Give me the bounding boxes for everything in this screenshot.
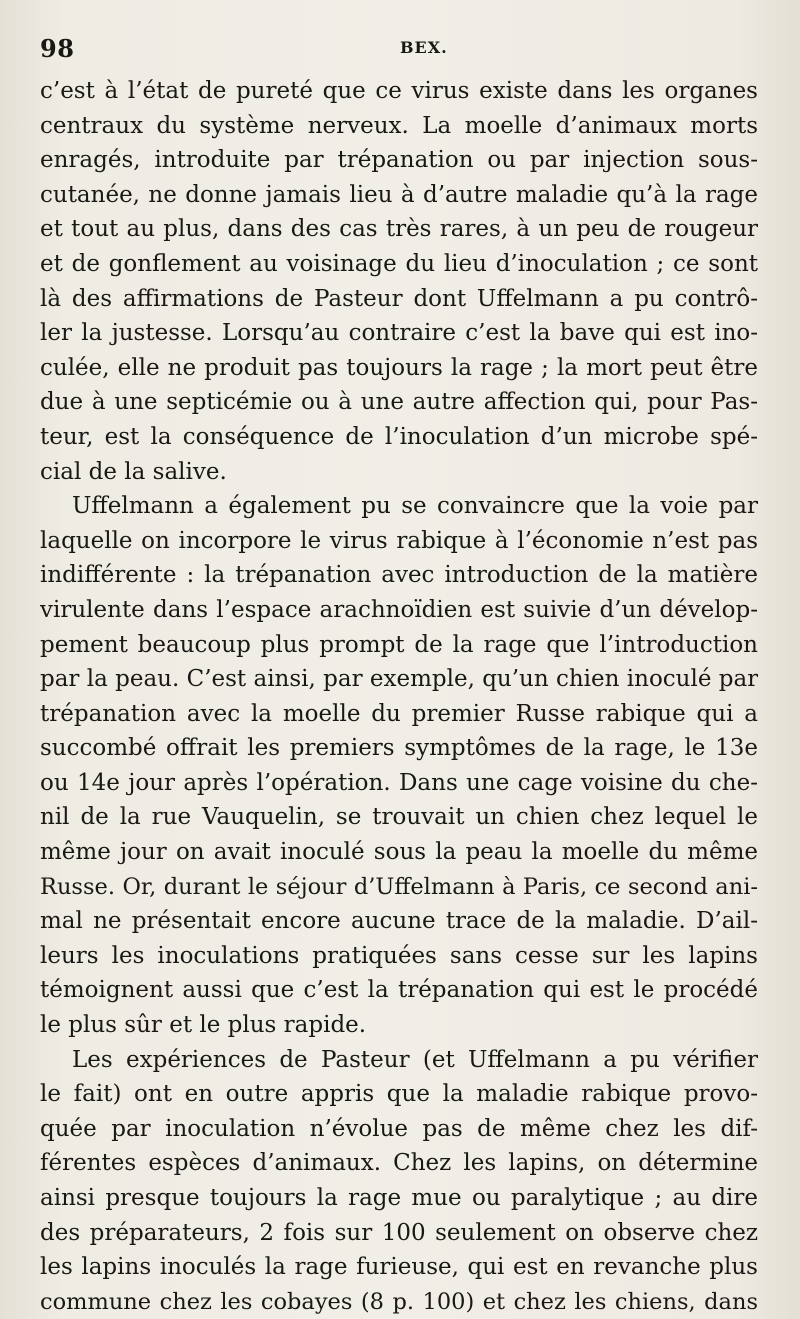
text-line: ou 14e jour après l’opération. Dans une cage voisine du che-	[40, 769, 758, 796]
text-line: et de gonflement au voisinage du lieu d’inoculation ; ce sont	[40, 250, 758, 277]
paragraph-1	[40, 74, 758, 489]
text-line: pement beaucoup plus prompt de la rage que l’introduction	[40, 631, 758, 658]
text-line: centraux du système nerveux. La moelle d’animaux morts	[40, 112, 758, 139]
text-line: et tout au plus, dans des cas très rares, à un peu de rougeur	[40, 216, 758, 243]
text-line: ler la justesse. Lorsqu’au contraire c’est la bave qui est ino-	[40, 320, 758, 347]
running-head: BEX.	[400, 38, 448, 57]
text-line: indifférente : la trépanation avec introduction de la matière	[40, 562, 758, 589]
text-line: teur, est la conséquence de l’inoculation d’un microbe spé-	[40, 423, 758, 450]
text-line: mal ne présentait encore aucune trace de la maladie. D’ail-	[40, 908, 758, 935]
text-line: virulente dans l’espace arachnoïdien est suivie d’un dévelop-	[40, 596, 758, 623]
text-line: nil de la rue Vauquelin, se trouvait un chien chez lequel le	[40, 804, 758, 831]
text-line: férentes espèces d’animaux. Chez les lapins, on détermine	[40, 1150, 758, 1177]
text-line: même jour on avait inoculé sous la peau la moelle du même	[40, 839, 758, 866]
text-line: enragés, introduite par trépanation ou par injection sous-	[40, 147, 758, 174]
text-line: quée par inoculation n’évolue pas de même chez les dif-	[40, 1115, 758, 1142]
paragraph-2	[40, 489, 758, 1043]
text-line: trépanation avec la moelle du premier Russe rabique qui a	[40, 700, 758, 727]
text-line: le plus sûr et le plus rapide.	[40, 1012, 367, 1039]
text-line: leurs les inoculations pratiquées sans cesse sur les lapins	[40, 942, 758, 969]
text-line: commune chez les cobayes (8 p. 100) et chez les chiens, dans	[40, 1288, 758, 1315]
text-line: cial de la salive.	[40, 458, 227, 485]
text-line: Russe. Or, durant le séjour d’Uffelmann à Paris, ce second ani-	[40, 873, 758, 900]
text-line: là des affirmations de Pasteur dont Uffelmann a pu contrô-	[40, 285, 758, 312]
body-text	[40, 74, 758, 1319]
page-header	[40, 30, 760, 70]
text-line: laquelle on incorpore le virus rabique à l’économie n’est pas	[40, 527, 758, 554]
text-line: c’est à l’état de pureté que ce virus existe dans les organes	[40, 78, 758, 104]
text-line: par la peau. C’est ainsi, par exemple, qu’un chien inoculé par	[40, 666, 758, 693]
page-number: 98	[40, 34, 75, 63]
text-line: culée, elle ne produit pas toujours la rage ; la mort peut être	[40, 354, 758, 381]
text-line: Les expériences de Pasteur (et Uffelmann a pu vérifier	[72, 1046, 758, 1073]
text-line: cutanée, ne donne jamais lieu à d’autre maladie qu’à la rage	[40, 181, 758, 208]
text-line: les lapins inoculés la rage furieuse, qui est en revanche plus	[40, 1254, 758, 1281]
text-line: succombé offrait les premiers symptômes de la rage, le 13e	[40, 735, 758, 762]
text-line: ainsi presque toujours la rage mue ou paralytique ; au dire	[40, 1185, 758, 1211]
text-line: due à une septicémie ou à une autre affection qui, pour Pas-	[40, 389, 758, 416]
text-line: le fait) ont en outre appris que la maladie rabique provo-	[40, 1081, 758, 1108]
text-line: témoignent aussi que c’est la trépanation qui est le procédé	[40, 977, 758, 1004]
paragraph-3	[40, 1043, 758, 1319]
text-line: Uffelmann a également pu se convaincre que la voie par	[72, 493, 758, 520]
text-line: des préparateurs, 2 fois sur 100 seulement on observe chez	[40, 1219, 758, 1246]
